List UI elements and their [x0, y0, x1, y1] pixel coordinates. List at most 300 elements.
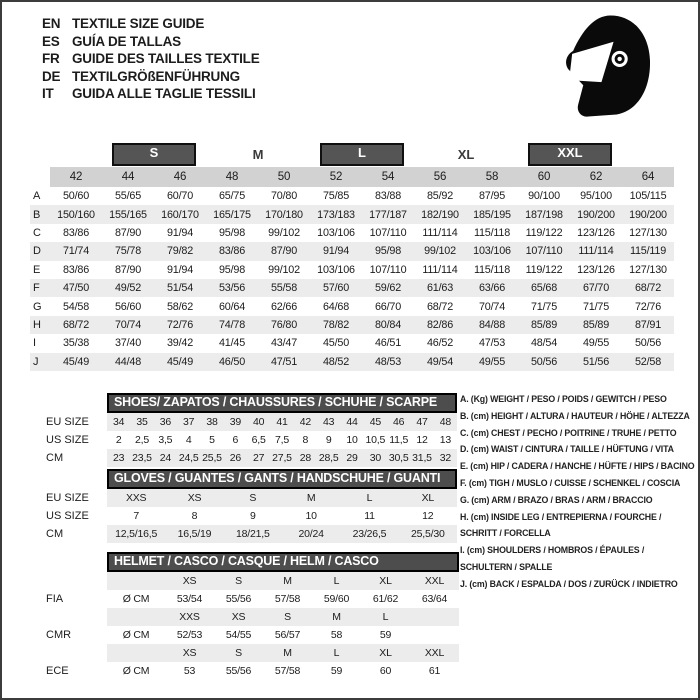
shoes-value: 8 — [302, 434, 309, 446]
helmet-size-label: M — [263, 644, 312, 662]
measure-value: 53/56 — [206, 279, 258, 297]
measure-value: 70/80 — [270, 190, 298, 203]
gloves-value: 18/21,5 — [224, 525, 282, 543]
measure-value: 41/45 — [218, 337, 246, 350]
legend-item-i: I. (cm) SHOULDERS / HOMBROS / ÉPAULES / SCHULTERN / SPALLE — [460, 545, 645, 572]
size-group-xl: XL — [457, 147, 475, 162]
measure-row-e — [30, 261, 674, 279]
measure-value: 99/102 — [268, 263, 300, 276]
measure-value: 65/68 — [518, 279, 570, 297]
language-row-it — [42, 85, 260, 103]
helmet-size-label: XXL — [410, 572, 459, 590]
size-group-s: S — [112, 143, 196, 166]
helmet-value: 57/58 — [274, 593, 301, 605]
measure-value: 177/187 — [362, 205, 414, 223]
legend-item-j: J. (cm) BACK / ESPALDA / DOS / ZURÜCK / INDIETRO — [460, 578, 678, 589]
size-number: 50 — [258, 167, 310, 187]
legend-item-h: H. (cm) INSIDE LEG / ENTREPIERNA / FOURCHE / SCHRITT / FORCELLA — [460, 511, 662, 539]
language-title: GUÍA DE TALLAS — [72, 33, 181, 49]
measure-value: 115/119 — [622, 242, 674, 260]
shoes-row-us-size — [30, 431, 457, 449]
measure-value: 95/98 — [218, 226, 246, 239]
measure-value: 80/84 — [362, 316, 414, 334]
legend-item-a: A. (Kg) WEIGHT / PESO / POIDS / GEWITCH / PESO — [460, 394, 667, 404]
measure-value: 48/54 — [530, 337, 558, 350]
unit-label: CM — [46, 452, 64, 464]
measure-value: 45/50 — [322, 337, 350, 350]
gloves-row-cm — [30, 525, 457, 543]
size-number: 46 — [154, 167, 206, 187]
measure-value: 123/126 — [577, 263, 615, 276]
measure-value: 71/75 — [530, 300, 558, 313]
measure-value: 65/75 — [218, 190, 246, 203]
measure-value: 39/42 — [166, 337, 194, 350]
measure-row-label: B — [30, 205, 50, 223]
helmet-size-label: L — [312, 572, 361, 590]
shoes-value: 28 — [294, 449, 317, 467]
shoes-value: 13 — [439, 434, 451, 446]
measure-value: 160/170 — [154, 205, 206, 223]
language-code: FR — [42, 51, 60, 67]
racing-helmet-icon — [558, 12, 654, 122]
measure-value: 43/47 — [270, 337, 298, 350]
shoes-title: SHOES/ ZAPATOS / CHAUSSURES / SCHUHE / SCARPE — [107, 393, 457, 413]
measure-value: 46/50 — [206, 353, 258, 371]
measure-row-h — [30, 316, 674, 334]
measure-value: 107/110 — [369, 226, 407, 239]
language-code: EN — [42, 16, 61, 31]
helmet-size-label: XS — [214, 608, 263, 626]
shoes-value: 48 — [434, 413, 457, 431]
gloves-value: 16,5/19 — [165, 525, 223, 543]
language-title: TEXTILGRÖßENFÜHRUNG — [72, 68, 240, 84]
measure-value: 85/89 — [518, 316, 570, 334]
row-label — [30, 572, 107, 590]
shoes-value: 39 — [224, 413, 247, 431]
language-code: ES — [42, 33, 60, 49]
measure-value: 62/66 — [270, 300, 298, 313]
row-label — [30, 552, 107, 572]
gloves-value: 12 — [422, 510, 434, 522]
measure-value: 67/70 — [570, 279, 622, 297]
helmet-size-label: XXL — [410, 644, 459, 662]
measure-value: 91/94 — [310, 242, 362, 260]
measure-value: 182/190 — [414, 205, 466, 223]
measure-value: 68/72 — [622, 279, 674, 297]
measure-row-label: G — [33, 300, 42, 313]
measure-value: 48/53 — [362, 353, 414, 371]
shoes-value: 40 — [247, 413, 270, 431]
measure-value: 87/90 — [258, 242, 310, 260]
measure-value: 127/130 — [629, 263, 667, 276]
measure-value: 78/82 — [310, 316, 362, 334]
gloves-title-row — [30, 469, 457, 489]
measure-value: 107/110 — [369, 263, 407, 276]
helmet-size-label: XL — [361, 572, 410, 590]
helmet-value: 61 — [428, 665, 441, 677]
helmet-value: 55/56 — [225, 593, 252, 605]
measure-value: 57/60 — [310, 279, 362, 297]
legend-item-c: C. (cm) CHEST / PECHO / POITRINE / TRUHE / PETTO — [460, 427, 677, 438]
standard-label: FIA — [46, 593, 64, 605]
measure-value: 127/130 — [629, 226, 667, 239]
legend-item-d: D. (cm) WAIST / CINTURA / TAILLE / HÜFTUNG / VITA — [460, 444, 674, 455]
helmet-size-label: XS — [165, 572, 214, 590]
measure-row-b — [30, 205, 674, 223]
measure-value: 87/91 — [622, 316, 674, 334]
shoes-value: 32 — [434, 449, 457, 467]
measure-value: 190/200 — [570, 205, 622, 223]
shoes-value: 4 — [185, 434, 192, 446]
helmet-size-label: M — [263, 572, 312, 590]
measure-value: 35/38 — [62, 337, 90, 350]
measure-row-i — [30, 334, 674, 352]
helmet-size-table — [30, 552, 457, 680]
measure-value: 63/66 — [466, 279, 518, 297]
measure-value: 99/102 — [268, 226, 300, 239]
measure-value: 87/90 — [114, 226, 142, 239]
measure-value: 83/88 — [374, 190, 402, 203]
measure-value: 49/55 — [582, 337, 610, 350]
measure-value: 47/51 — [258, 353, 310, 371]
standard-label: ECE — [46, 665, 69, 677]
language-title: GUIDE DES TAILLES TEXTILE — [72, 51, 260, 67]
measure-value: 91/94 — [166, 263, 194, 276]
helmet-size-band-fia — [30, 572, 457, 590]
measure-row-label: J — [30, 353, 50, 371]
shoes-value: 3,5 — [158, 434, 173, 446]
size-number: 56 — [414, 167, 466, 187]
shoes-value: 34 — [107, 413, 130, 431]
helmet-size-label: S — [214, 644, 263, 662]
shoes-value: 30,5 — [387, 449, 410, 467]
shoes-value: 26 — [224, 449, 247, 467]
measure-row-label: D — [30, 242, 50, 260]
size-number: 62 — [570, 167, 622, 187]
measure-value: 103/106 — [466, 242, 518, 260]
measure-value: 60/64 — [218, 300, 246, 313]
helmet-size-label: S — [214, 572, 263, 590]
measure-value: 115/118 — [473, 226, 511, 239]
measure-value: 103/106 — [317, 226, 355, 239]
helmet-value: 53 — [183, 665, 196, 677]
measure-value: 70/74 — [478, 300, 506, 313]
helmet-size-label: L — [312, 644, 361, 662]
shoes-value: 28,5 — [317, 449, 340, 467]
shoes-value: 23,5 — [130, 449, 153, 467]
measure-value: 51/54 — [154, 279, 206, 297]
measure-value: 95/100 — [580, 190, 612, 203]
measure-value: 83/86 — [62, 263, 90, 276]
measure-value: 52/58 — [622, 353, 674, 371]
helmet-row-ece — [30, 662, 457, 680]
diameter-label: Ø CM — [122, 665, 150, 677]
row-label — [30, 167, 50, 187]
measure-row-f — [30, 279, 674, 297]
row-label — [30, 469, 107, 489]
measure-value: 111/114 — [422, 263, 458, 276]
gloves-value: XS — [165, 489, 223, 507]
gloves-value: L — [340, 489, 398, 507]
helmet-row-cmr — [30, 626, 457, 644]
gloves-value: 25,5/30 — [399, 525, 457, 543]
helmet-band-spacer — [107, 608, 165, 626]
helmet-size-label: XS — [165, 644, 214, 662]
gloves-value: 8 — [191, 510, 198, 522]
shoes-title-row — [30, 393, 457, 413]
measure-value: 50/56 — [518, 353, 570, 371]
shoes-value: 24 — [154, 449, 177, 467]
language-row-es — [42, 33, 260, 51]
measure-value: 84/88 — [466, 316, 518, 334]
measure-value: 155/165 — [102, 205, 154, 223]
legend-item-b: B. (cm) HEIGHT / ALTURA / HAUTEUR / HÖHE / ALTEZZA — [460, 410, 690, 421]
helmet-size-label: XL — [361, 644, 410, 662]
measure-row-label: F — [30, 279, 50, 297]
legend-item-g: G. (cm) ARM / BRAZO / BRAS / ARM / BRACCIO — [460, 494, 653, 505]
shoes-value: 25,5 — [200, 449, 223, 467]
measure-value: 56/60 — [114, 300, 142, 313]
measure-value: 90/100 — [528, 190, 560, 203]
measure-value: 82/86 — [414, 316, 466, 334]
helmet-value: 57/58 — [274, 665, 301, 677]
helmet-value: 53/54 — [176, 593, 203, 605]
measure-value: 59/62 — [362, 279, 414, 297]
measure-value: 95/98 — [362, 242, 414, 260]
measure-value: 51/56 — [570, 353, 622, 371]
measure-value: 105/115 — [629, 190, 667, 203]
measure-value: 190/200 — [622, 205, 674, 223]
measure-value: 123/126 — [577, 226, 615, 239]
shoes-value: 10,5 — [365, 434, 386, 446]
unit-label: EU SIZE — [46, 416, 89, 428]
helmet-band-spacer — [107, 644, 165, 662]
gloves-value: XXS — [107, 489, 165, 507]
row-label — [30, 608, 107, 626]
measure-value: 187/198 — [518, 205, 570, 223]
shoes-value: 5 — [209, 434, 215, 446]
textile-size-table — [30, 143, 674, 371]
shoes-value: 29 — [340, 449, 363, 467]
measure-row-label: C — [33, 226, 41, 239]
shoes-row-cm — [30, 449, 457, 467]
helmet-value: 63/64 — [421, 593, 448, 605]
helmet-row-fia — [30, 590, 457, 608]
unit-label: US SIZE — [46, 510, 89, 522]
measure-value: 103/106 — [317, 263, 355, 276]
measure-value: 185/195 — [466, 205, 518, 223]
measure-value: 71/75 — [582, 300, 610, 313]
measure-value: 85/89 — [570, 316, 622, 334]
measure-value: 79/82 — [154, 242, 206, 260]
language-row-en — [42, 15, 260, 33]
measure-value: 44/48 — [102, 353, 154, 371]
helmet-value: 55/56 — [225, 665, 252, 677]
helmet-size-label: XXS — [165, 608, 214, 626]
language-row-de — [42, 68, 260, 86]
helmet-value: 59/60 — [323, 593, 350, 605]
size-group-m: M — [252, 147, 264, 162]
language-row-fr — [42, 50, 260, 68]
shoes-value: 9 — [325, 434, 332, 446]
measurement-legend — [460, 391, 696, 593]
unit-label: US SIZE — [46, 434, 89, 446]
measure-row-label: E — [33, 263, 41, 276]
row-label — [30, 393, 107, 413]
measure-value: 47/53 — [478, 337, 506, 350]
gloves-value: 20/24 — [282, 525, 340, 543]
helmet-value: 59 — [330, 665, 343, 677]
measure-row-c — [30, 224, 674, 242]
measure-value: 165/175 — [206, 205, 258, 223]
measure-value: 150/160 — [50, 205, 102, 223]
helmet-value: 58 — [330, 629, 343, 641]
shoes-value: 36 — [154, 413, 177, 431]
shoes-value: 41 — [270, 413, 293, 431]
shoes-value: 46 — [387, 413, 410, 431]
shoes-value: 37 — [177, 413, 200, 431]
shoes-value: 35 — [130, 413, 153, 431]
shoes-value: 6 — [232, 434, 239, 446]
measure-value: 87/90 — [114, 263, 142, 276]
measure-value: 70/74 — [102, 316, 154, 334]
shoes-size-table — [30, 393, 457, 467]
language-code: DE — [42, 68, 61, 84]
measure-row-j — [30, 353, 674, 371]
measure-value: 66/70 — [374, 300, 402, 313]
measure-value: 111/114 — [570, 242, 622, 260]
helmet-size-band-cmr — [30, 608, 457, 626]
gloves-value: 11 — [364, 510, 375, 522]
legend-item-e: E. (cm) HIP / CADERA / HANCHE / HÜFTE / HIPS / BACINO — [460, 461, 695, 472]
measure-value: 49/52 — [102, 279, 154, 297]
measure-row-label: I — [33, 337, 37, 350]
measure-value: 119/122 — [525, 226, 563, 239]
measure-value: 83/86 — [206, 242, 258, 260]
helmet-title: HELMET / CASCO / CASQUE / HELM / CASCO — [107, 552, 459, 572]
gloves-value: 23/26,5 — [340, 525, 398, 543]
language-header — [42, 15, 260, 103]
measure-row-label: A — [33, 190, 41, 203]
size-number: 44 — [102, 167, 154, 187]
size-number: 48 — [206, 167, 258, 187]
helmet-size-label: L — [361, 608, 410, 626]
diameter-label: Ø CM — [122, 593, 150, 605]
helmet-size-label — [410, 608, 459, 626]
helmet-size-label: S — [263, 608, 312, 626]
shoes-value: 47 — [410, 413, 433, 431]
helmet-size-label: M — [312, 608, 361, 626]
row-label — [30, 644, 107, 662]
helmet-value: 54/55 — [225, 629, 252, 641]
measure-value: 99/102 — [414, 242, 466, 260]
measure-value: 50/56 — [634, 337, 662, 350]
language-title: GUIDA ALLE TAGLIE TESSILI — [72, 86, 256, 102]
gloves-value: M — [282, 489, 340, 507]
shoes-value: 2,5 — [134, 434, 149, 446]
size-number: 54 — [362, 167, 414, 187]
measure-value: 47/50 — [50, 279, 102, 297]
measure-value: 115/118 — [473, 263, 511, 276]
shoes-value: 23 — [107, 449, 130, 467]
size-number: 42 — [50, 167, 102, 187]
measure-value: 55/58 — [258, 279, 310, 297]
size-group-xxl: XXL — [528, 143, 612, 166]
gloves-value: XL — [399, 489, 457, 507]
shoes-value: 27,5 — [270, 449, 293, 467]
language-title: TEXTILE SIZE GUIDE — [72, 16, 205, 31]
measure-row-a — [30, 187, 674, 205]
shoes-row-eu-size — [30, 413, 457, 431]
measure-value: 60/70 — [166, 190, 194, 203]
shoes-value: 27 — [247, 449, 270, 467]
language-code: IT — [42, 86, 54, 102]
measure-value: 58/62 — [166, 300, 194, 313]
helmet-title-row — [30, 552, 457, 572]
gloves-title: GLOVES / GUANTES / GANTS / HANDSCHUHE / GUANTI — [107, 469, 457, 489]
standard-label: CMR — [46, 629, 72, 641]
gloves-value: 12,5/16,5 — [107, 525, 165, 543]
measure-value: 50/60 — [62, 190, 90, 203]
measure-value: 71/74 — [50, 242, 102, 260]
shoes-value: 12 — [416, 434, 428, 446]
shoes-value: 2 — [115, 434, 122, 446]
measure-value: 68/72 — [50, 316, 102, 334]
legend-item-f: F. (cm) TIGH / MUSLO / CUISSE / SCHENKEL / COSCIA — [460, 477, 681, 488]
size-number: 52 — [310, 167, 362, 187]
measure-value: 46/51 — [374, 337, 402, 350]
shoes-value: 45 — [364, 413, 387, 431]
measure-value: 91/94 — [166, 226, 194, 239]
shoes-value: 31,5 — [410, 449, 433, 467]
measure-value: 64/68 — [322, 300, 350, 313]
size-number-row — [30, 167, 674, 187]
gloves-value: 9 — [250, 510, 256, 522]
measure-value: 45/49 — [50, 353, 102, 371]
measure-value: 75/85 — [322, 190, 350, 203]
measure-row-g — [30, 297, 674, 315]
helmet-value: 61/62 — [372, 593, 399, 605]
size-group-row — [30, 143, 674, 166]
measure-value: 37/40 — [114, 337, 142, 350]
measure-value: 46/52 — [426, 337, 454, 350]
measure-value: 111/114 — [422, 226, 458, 239]
size-number: 60 — [518, 167, 570, 187]
measure-value: 170/180 — [258, 205, 310, 223]
gloves-value: S — [224, 489, 282, 507]
measure-value: 54/58 — [62, 300, 90, 313]
measure-value: 85/92 — [426, 190, 454, 203]
helmet-band-spacer — [107, 572, 165, 590]
measure-value: 55/65 — [114, 190, 142, 203]
measure-value: 75/78 — [102, 242, 154, 260]
shoes-value: 24,5 — [177, 449, 200, 467]
gloves-value: 10 — [305, 510, 317, 522]
measure-value: 107/110 — [518, 242, 570, 260]
measure-value: 49/54 — [414, 353, 466, 371]
helmet-size-band-ece — [30, 644, 457, 662]
helmet-value — [410, 626, 459, 644]
shoes-value: 43 — [317, 413, 340, 431]
gloves-row-eu-size — [30, 489, 457, 507]
measure-value: 95/98 — [218, 263, 246, 276]
helmet-value: 56/57 — [274, 629, 301, 641]
size-number: 58 — [466, 167, 518, 187]
measure-value: 68/72 — [426, 300, 454, 313]
measure-value: 45/49 — [154, 353, 206, 371]
unit-label: EU SIZE — [46, 492, 89, 504]
shoes-value: 10 — [346, 434, 358, 446]
